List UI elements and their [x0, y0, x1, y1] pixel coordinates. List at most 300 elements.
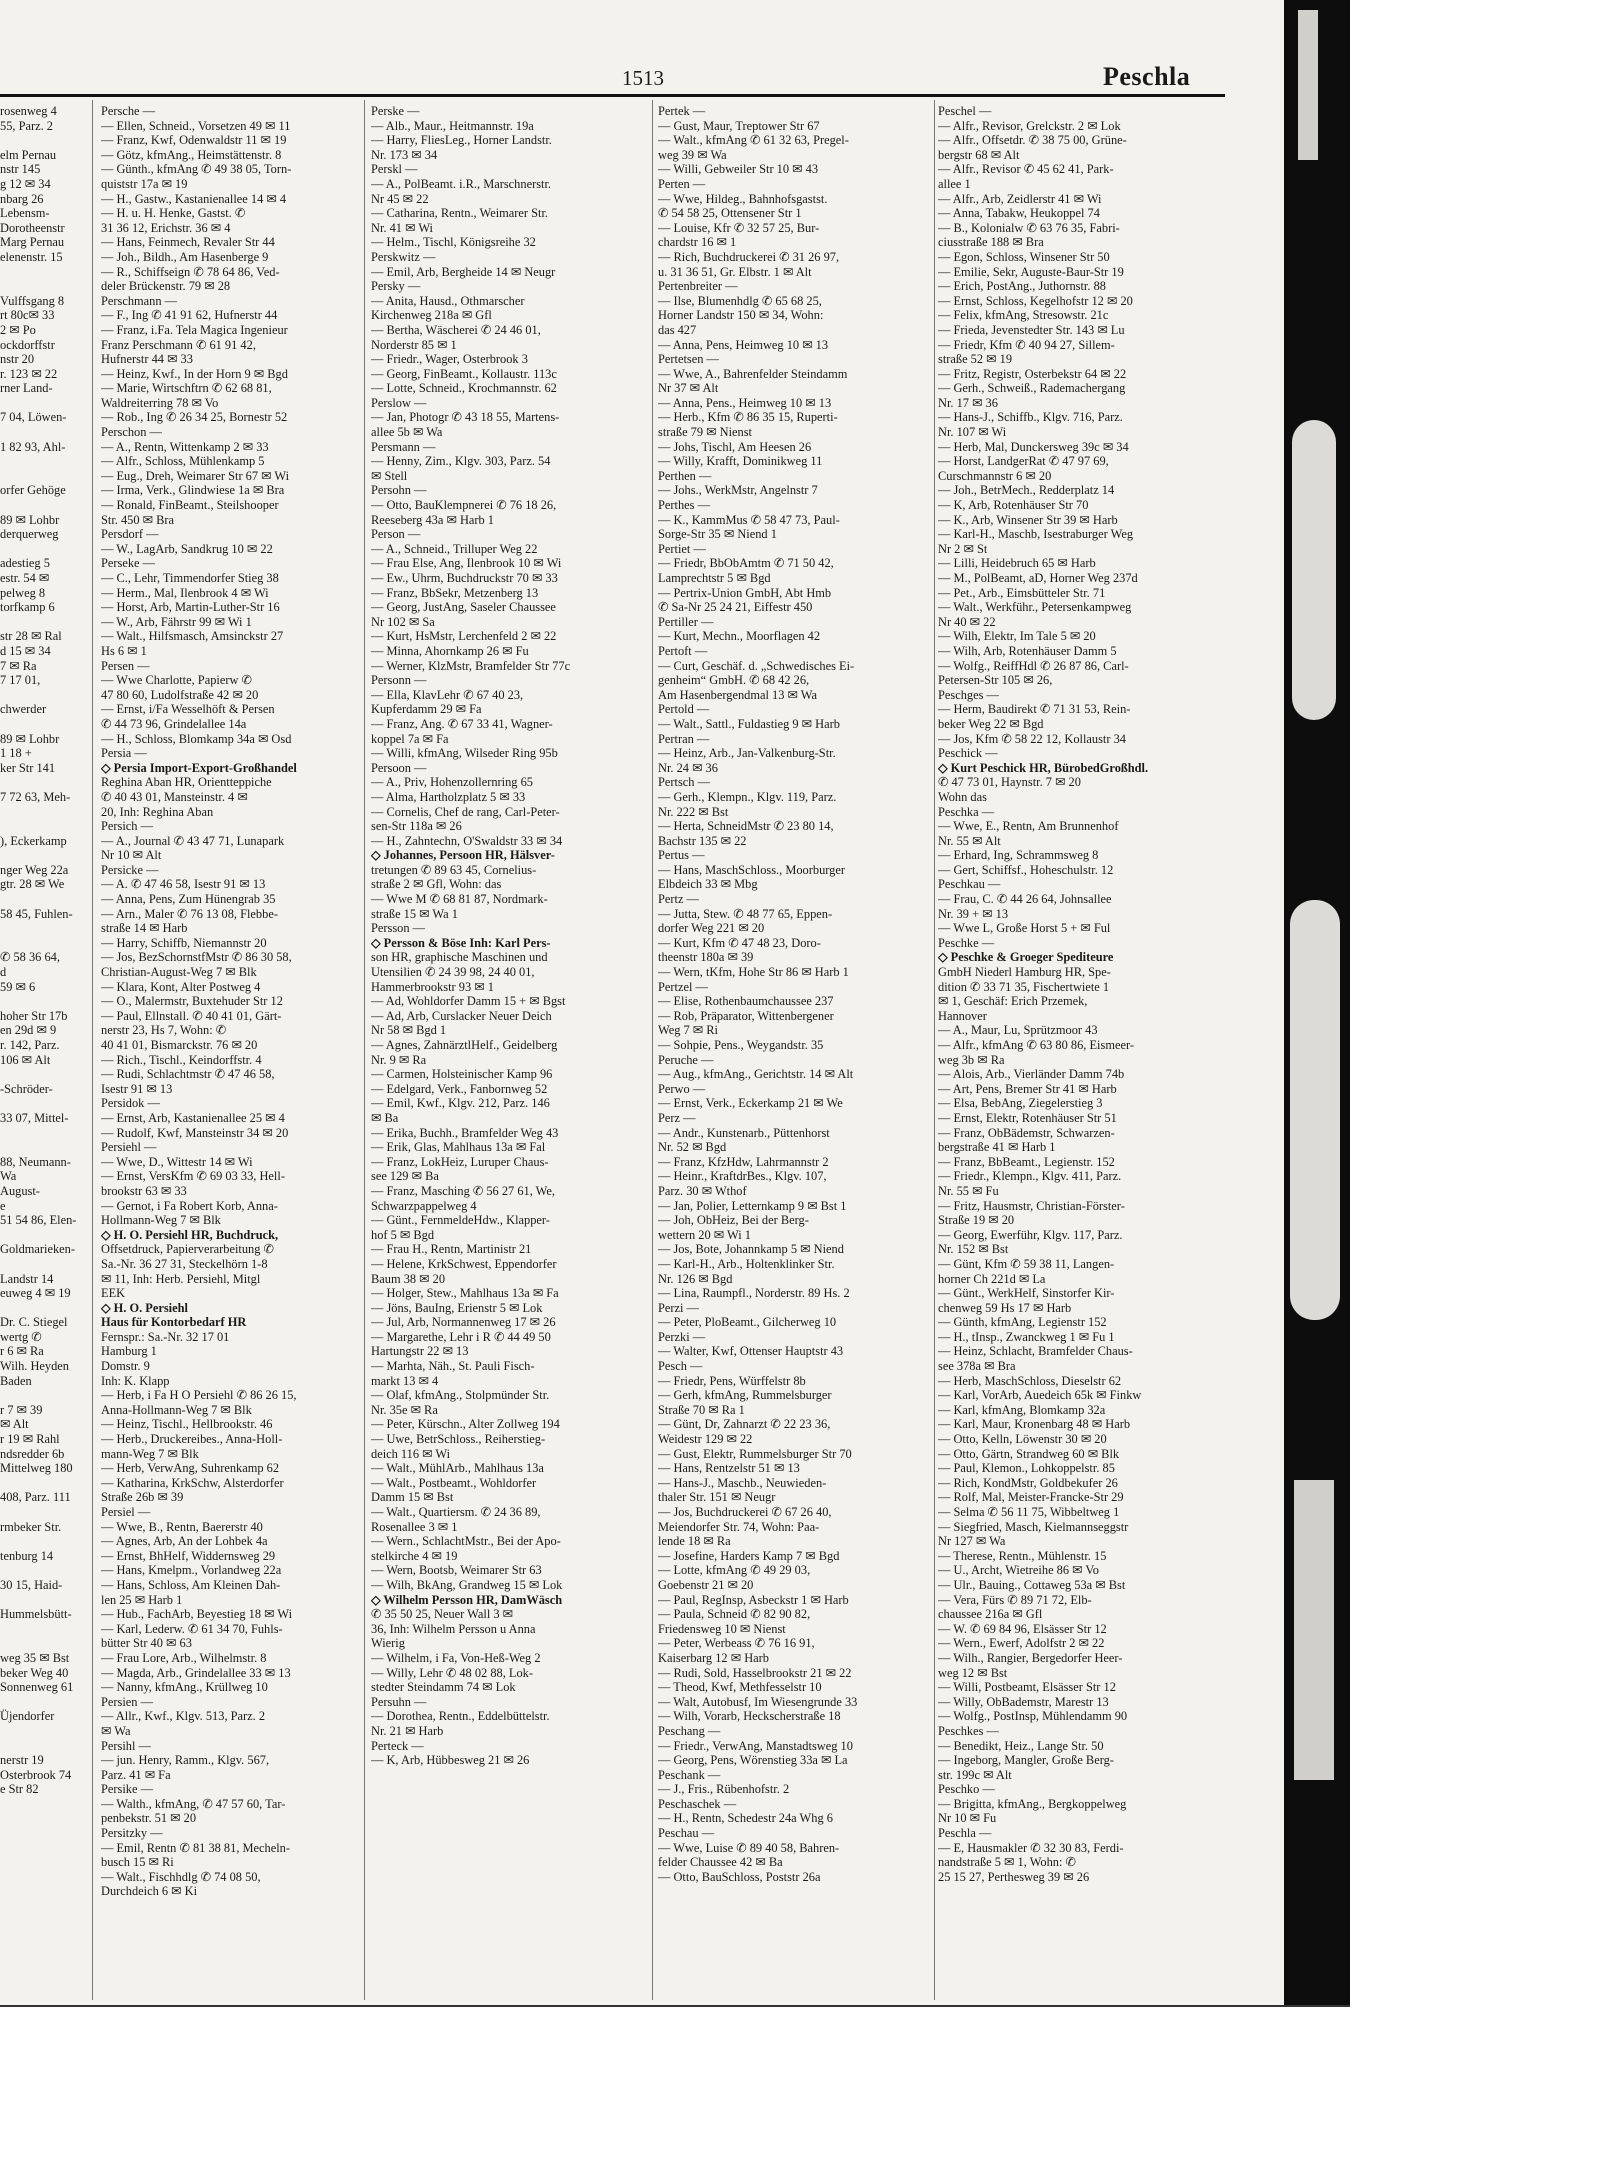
edge-line: 89 ✉ Lohbr	[0, 731, 60, 746]
directory-entry: — Alois, Arb., Vierländer Damm 74b	[938, 1067, 1125, 1082]
directory-entry: — Karl-H., Maschb, Isestraburger Weg	[938, 527, 1134, 542]
edge-line: orfer Gehöge	[0, 483, 66, 498]
directory-entry: — Frau Else, Ang, Ilenbrook 10 ✉ Wi	[371, 556, 562, 571]
surname-heading: Perzi —	[658, 1300, 699, 1315]
directory-entry: Nr 102 ✉ Sa	[371, 614, 435, 629]
directory-entry: — Herta, SchneidMstr ✆ 23 80 14,	[658, 819, 834, 834]
directory-entry: — Heinr., KraftdrBes., Klgv. 107,	[658, 1169, 827, 1184]
directory-entry: — Edelgard, Verk., Fanbornweg 52	[371, 1081, 548, 1096]
directory-entry: — Karl-H., Arb., Holtenklinker Str.	[658, 1256, 835, 1271]
directory-entry: Horner Landstr 150 ✉ 34, Wohn:	[658, 308, 824, 323]
edge-mark	[1298, 10, 1318, 160]
directory-entry: — Wolfg., ReiffHdl ✆ 26 87 86, Carl-	[938, 658, 1129, 673]
directory-entry: — Günt, Dr, Zahnarzt ✆ 22 23 36,	[658, 1417, 831, 1432]
directory-entry: — Lina, Raumpfl., Norderstr. 89 Hs. 2	[658, 1286, 850, 1301]
directory-entry: — Aug., kfmAng., Gerichtstr. 14 ✉ Alt	[658, 1067, 854, 1082]
edge-line: Wilh. Heyden	[0, 1359, 70, 1374]
directory-entry: ✉ Wa	[101, 1723, 131, 1738]
surname-heading: Persoon —	[371, 760, 427, 775]
directory-entry: — Franz, Kwf, Odenwaldstr 11 ✉ 19	[101, 133, 287, 148]
edge-line: -Schröder-	[0, 1081, 53, 1096]
surname-heading: Perslow —	[371, 395, 427, 410]
directory-entry: — Kurt, Kfm ✆ 47 48 23, Doro-	[658, 935, 821, 950]
directory-entry: Nr. 35e ✉ Ra	[371, 1402, 438, 1417]
surname-heading: Persia —	[101, 746, 147, 761]
edge-line	[0, 615, 82, 630]
directory-entry: — E, Hausmakler ✆ 32 30 83, Ferdi-	[938, 1840, 1124, 1855]
directory-entry: — Alfr., Arb, Zeidlerstr 41 ✉ Wi	[938, 191, 1102, 206]
directory-entry: — Franz, ObBädemstr, Schwarzen-	[938, 1125, 1115, 1140]
directory-entry: — A., Schneid., Trilluper Weg 22	[371, 541, 538, 556]
directory-entry: — Elise, Rothenbaumchaussee 237	[658, 994, 834, 1009]
directory-entry: — Lotte, kfmAng ✆ 49 29 03,	[658, 1563, 811, 1578]
directory-entry: — Herb, Mal, Dunckersweg 39c ✉ 34	[938, 439, 1129, 454]
directory-entry: — Agnes, Arb, An der Lohbek 4a	[101, 1534, 268, 1549]
directory-entry: — Wwe Charlotte, Papierw ✆	[101, 673, 252, 688]
directory-entry: straße 52 ✉ 19	[938, 352, 1013, 367]
directory-entry: horner Ch 221d ✉ La	[938, 1271, 1046, 1286]
edge-line	[0, 1476, 82, 1491]
directory-entry: — Erich, PostAng., Juthornstr. 88	[938, 279, 1106, 294]
directory-entry: — Walt., Sattl., Fuldastieg 9 ✉ Harb	[658, 716, 840, 731]
directory-entry: theenstr 180a ✉ 39	[658, 950, 754, 965]
directory-entry: Friedensweg 10 ✉ Nienst	[658, 1621, 786, 1636]
edge-line: Sonnenweg 61	[0, 1680, 74, 1695]
edge-line: gtr. 28 ✉ We	[0, 877, 65, 892]
directory-entry: — Marie, Wirtschftrn ✆ 62 68 81,	[101, 381, 272, 396]
directory-entry: — Herm., Mal, Ilenbrook 4 ✉ Wi	[101, 585, 269, 600]
edge-line: 89 ✉ Lohbr	[0, 512, 60, 527]
directory-entry: ✆ 47 73 01, Haynstr. 7 ✉ 20	[938, 775, 1081, 790]
surname-heading: Peschko —	[938, 1782, 995, 1797]
surname-heading: Persky —	[371, 279, 421, 294]
directory-entry: — Cornelis, Chef de rang, Carl-Peter-	[371, 804, 560, 819]
directory-entry: — Jöns, BauIng, Erienstr 5 ✉ Lok	[371, 1300, 543, 1315]
directory-entry: — Erika, Buchh., Bramfelder Weg 43	[371, 1125, 559, 1140]
directory-entry: ◇ H. O. Persiehl HR, Buchdruck,	[101, 1227, 279, 1242]
directory-entry: — Josefine, Harders Kamp 7 ✉ Bgd	[658, 1548, 840, 1563]
directory-entry: — Wern., SchlachtMstr., Bei der Apo-	[371, 1534, 561, 1549]
edge-line: r 19 ✉ Rahl	[0, 1432, 60, 1447]
directory-entry: Nr. 107 ✉ Wi	[938, 425, 1007, 440]
directory-entry: Nr. 55 ✉ Alt	[938, 833, 1001, 848]
directory-entry: — Gust, Maur, Treptower Str 67	[658, 118, 820, 133]
directory-entry: — Rob, Präparator, Wittenbergener	[658, 1008, 834, 1023]
directory-entry: ◇ Wilhelm Persson HR, DamWäsch	[371, 1592, 563, 1607]
directory-entry: — Götz, kfmAng., Heimstättenstr. 8	[101, 147, 282, 162]
directory-entry: Utensilien ✆ 24 39 98, 24 40 01,	[371, 965, 535, 980]
directory-entry: — Erik, Glas, Mahlhaus 13a ✉ Fal	[371, 1140, 546, 1155]
edge-line: Üjendorfer	[0, 1709, 55, 1724]
directory-entry: — Horst, LandgerRat ✆ 47 97 69,	[938, 454, 1109, 469]
directory-entry: — Joh., BetrMech., Redderplatz 14	[938, 483, 1115, 498]
edge-line: derquerweg	[0, 527, 59, 542]
edge-line: r. 123 ✉ 22	[0, 366, 58, 381]
directory-entry: — Otto, BauSchloss, Poststr 26a	[658, 1869, 821, 1884]
directory-entry: — Wilhelm, i Fa, Von-Heß-Weg 2	[371, 1650, 541, 1665]
directory-entry: — Alfr., Offsetdr. ✆ 38 75 00, Grüne-	[938, 133, 1127, 148]
directory-entry: — Paula, Schneid ✆ 82 90 82,	[658, 1607, 811, 1622]
surname-heading: Persohn —	[371, 483, 427, 498]
edge-line: Lebensm-	[0, 206, 50, 221]
directory-entry: — Joh., Bildh., Am Hasenberge 9	[101, 249, 269, 264]
directory-entry: — A., Rentn, Wittenkamp 2 ✉ 33	[101, 439, 269, 454]
surname-heading: Pesch —	[658, 1359, 703, 1374]
directory-entry: ✉ Stell	[371, 468, 408, 483]
directory-entry: — Wilh, Arb, Rotenhäuser Damm 5	[938, 643, 1117, 658]
directory-entry: — Walt., Werkführ., Petersenkampweg	[938, 600, 1132, 615]
directory-entry: — Rudi, Schlachtmstr ✆ 47 46 58,	[101, 1067, 275, 1082]
directory-entry: — Theod, Kwf, Methfesselstr 10	[658, 1680, 822, 1695]
directory-entry: — Walter, Kwf, Ottenser Hauptstr 43	[658, 1344, 844, 1359]
surname-heading: Perschon —	[101, 425, 162, 440]
directory-entry: — Hans, Feinmech, Revaler Str 44	[101, 235, 275, 250]
edge-line: hoher Str 17b	[0, 1008, 68, 1023]
edge-line	[0, 133, 82, 148]
edge-line	[0, 1636, 82, 1651]
directory-entry: — Heinz, Schlacht, Bramfelder Chaus-	[938, 1344, 1133, 1359]
directory-entry: son HR, graphische Maschinen und	[371, 950, 548, 965]
directory-entry: Christian-August-Weg 7 ✉ Blk	[101, 965, 257, 980]
directory-entry: — Ernst, Verk., Eckerkamp 21 ✉ We	[658, 1096, 843, 1111]
directory-entry: — K, Arb, Rotenhäuser Str 70	[938, 498, 1089, 513]
edge-line: en 29d ✉ 9	[0, 1023, 57, 1038]
directory-entry: — A., PolBeamt. i.R., Marschnerstr.	[371, 176, 551, 191]
directory-entry: — Günt., WerkHelf, Sinstorfer Kir-	[938, 1286, 1115, 1301]
directory-entry: — K, Arb, Hübbesweg 21 ✉ 26	[371, 1753, 530, 1768]
directory-entry: — Franz, Ang. ✆ 67 33 41, Wagner-	[371, 716, 553, 731]
directory-entry: Fernspr.: Sa.-Nr. 32 17 01	[101, 1329, 230, 1344]
edge-line: wertg ✆	[0, 1329, 42, 1344]
surname-heading: Pertek —	[658, 104, 706, 118]
directory-entry: — Anna, Pens, Zum Hünengrab 35	[101, 892, 276, 907]
directory-entry: ◇ H. O. Persiehl	[101, 1300, 188, 1315]
directory-entry: — Pet., Arb., Eimsbütteler Str. 71	[938, 585, 1106, 600]
directory-entry: ✆ 44 73 96, Grindelallee 14a	[101, 716, 247, 731]
directory-entry: chardstr 16 ✉ 1	[658, 235, 737, 250]
directory-entry: Isestr 91 ✉ 13	[101, 1081, 173, 1096]
directory-entry: — Therese, Rentn., Mühlenstr. 15	[938, 1548, 1107, 1563]
directory-entry: Baum 38 ✉ 20	[371, 1271, 446, 1286]
edge-line: Wa	[0, 1169, 17, 1184]
directory-entry: bergstraße 41 ✉ Harb 1	[938, 1140, 1056, 1155]
surname-heading: Perwo —	[658, 1081, 706, 1096]
edge-line: Dorotheenstr	[0, 220, 65, 235]
edge-line: euweg 4 ✉ 19	[0, 1286, 71, 1301]
directory-entry: — Hans, Rentzelstr 51 ✉ 13	[658, 1461, 800, 1476]
surname-heading: Persike —	[101, 1782, 153, 1797]
directory-entry: — Jos, Buchdruckerei ✆ 67 26 40,	[658, 1505, 832, 1519]
directory-entry: allee 5b ✉ Wa	[371, 425, 443, 440]
edge-line: 55, Parz. 2	[0, 118, 53, 133]
directory-entry: — Willy, ObBademstr, Marestr 13	[938, 1694, 1109, 1709]
surname-heading: Pertiller —	[658, 614, 714, 629]
directory-entry: — Alb., Maur., Heitmannstr. 19a	[371, 118, 534, 133]
edge-line	[0, 1257, 82, 1272]
running-head: Peschla	[1103, 62, 1191, 91]
directory-entry: Sorge-Str 35 ✉ Niend 1	[658, 527, 777, 542]
edge-line	[0, 1505, 82, 1520]
edge-line: r. 142, Parz.	[0, 1038, 60, 1052]
directory-entry: — Magda, Arb., Grindelallee 33 ✉ 13	[101, 1665, 291, 1680]
edge-line	[0, 688, 82, 703]
directory-entry: brookstr 63 ✉ 33	[101, 1183, 187, 1198]
edge-line: 106 ✉ Alt	[0, 1052, 51, 1067]
directory-entry: — Friedr, Pens, Würffelstr 8b	[658, 1373, 806, 1388]
directory-entry: — Jan, Photogr ✆ 43 18 55, Martens-	[371, 410, 560, 425]
directory-entry: — Wern, tKfm, Hohe Str 86 ✉ Harb 1	[658, 965, 849, 980]
directory-entry: Wierig	[371, 1636, 405, 1651]
directory-entry: — Ad, Wohldorfer Damm 15 + ✉ Bgst	[371, 994, 566, 1009]
directory-entry: chaussee 216a ✉ Gfl	[938, 1607, 1043, 1622]
directory-column	[658, 104, 933, 1884]
directory-entry: — Peter, Kürschn., Alter Zollweg 194	[371, 1417, 560, 1432]
directory-entry: — Wern., Ewerf, Adolfstr 2 ✉ 22	[938, 1636, 1105, 1651]
directory-entry: — Otto, Gärtn, Strandweg 60 ✉ Blk	[938, 1446, 1120, 1461]
edge-line: chwerder	[0, 702, 47, 717]
edge-line: 2 ✉ Po	[0, 322, 36, 337]
directory-entry: — Holger, Stew., Mahlhaus 13a ✉ Fa	[371, 1286, 559, 1301]
directory-entry: Schwarzpappelweg 4	[371, 1198, 477, 1213]
directory-entry: — H., Zahntechn, O'Swaldstr 33 ✉ 34	[371, 833, 563, 848]
directory-entry: Inh: K. Klapp	[101, 1373, 170, 1388]
directory-entry: — H., tInsp., Zwanckweg 1 ✉ Fu 1	[938, 1329, 1115, 1344]
directory-entry: — Alfr., kfmAng ✆ 63 80 86, Eismeer-	[938, 1038, 1134, 1052]
edge-line: str 28 ✉ Ral	[0, 629, 62, 644]
directory-entry: — Frau, C. ✆ 44 26 64, Johnsallee	[938, 892, 1112, 907]
directory-column	[101, 104, 355, 1899]
edge-line: ), Eckerkamp	[0, 833, 67, 848]
edge-line: weg 35 ✉ Bst	[0, 1650, 70, 1665]
edge-line: nger Weg 22a	[0, 862, 69, 877]
surname-heading: Pertran —	[658, 731, 710, 746]
directory-entry: — Ilse, Blumenhdlg ✆ 65 68 25,	[658, 293, 822, 308]
directory-entry: das 427	[658, 322, 697, 337]
directory-entry: — Ernst, BhHelf, Widdernsweg 29	[101, 1548, 276, 1563]
directory-entry: — Georg, Ewerführ, Klgv. 117, Parz.	[938, 1227, 1123, 1242]
directory-entry: Elbdeich 33 ✉ Mbg	[658, 877, 758, 892]
directory-entry: — Frieda, Jevenstedter Str. 143 ✉ Lu	[938, 322, 1125, 337]
edge-line: e Str 82	[0, 1782, 39, 1797]
surname-heading: Pertetsen —	[658, 352, 719, 367]
surname-heading: Persihl —	[101, 1738, 151, 1753]
directory-entry: — Nanny, kfmAng., Krüllweg 10	[101, 1680, 268, 1695]
directory-entry: ✆ 40 43 01, Mansteinstr. 4 ✉	[101, 789, 248, 804]
directory-entry: see 129 ✉ Ba	[371, 1169, 439, 1184]
edge-line: Baden	[0, 1373, 32, 1388]
directory-entry: — Gerh., Klempn., Klgv. 119, Parz.	[658, 789, 837, 804]
surname-heading: Perthes —	[658, 498, 710, 513]
directory-entry: — Wilh., Rangier, Bergedorfer Heer-	[938, 1650, 1123, 1665]
column-divider	[364, 100, 365, 2000]
directory-entry: — M., PolBeamt, aD, Horner Weg 237d	[938, 571, 1138, 585]
directory-entry: deler Brückenstr. 79 ✉ 28	[101, 279, 231, 294]
directory-entry: markt 13 ✉ 4	[371, 1373, 439, 1388]
directory-entry: — Anita, Hausd., Othmarscher	[371, 293, 525, 308]
surname-heading: Pertiet —	[658, 541, 706, 556]
directory-entry: — Walt., Quartiersm. ✆ 24 36 89,	[371, 1505, 541, 1519]
directory-entry: — Anna, Tabakw, Heukoppel 74	[938, 206, 1100, 221]
edge-line: 59 ✉ 6	[0, 979, 36, 994]
directory-entry: — Ingeborg, Mangler, Große Berg-	[938, 1753, 1114, 1768]
directory-entry: Waldreiterring 78 ✉ Vo	[101, 395, 219, 410]
directory-entry: — Franz, Masching ✆ 56 27 61, We,	[371, 1183, 555, 1198]
directory-entry: — Herb, i Fa H O Persiehl ✆ 86 26 15,	[101, 1388, 297, 1403]
directory-entry: Franz Perschmann ✆ 61 91 42,	[101, 337, 256, 352]
edge-line: August-	[0, 1183, 40, 1198]
directory-entry: — Karl, kfmAng, Blomkamp 32a	[938, 1402, 1106, 1417]
directory-entry: weg 39 ✉ Wa	[658, 147, 727, 162]
directory-entry: deich 116 ✉ Wi	[371, 1446, 451, 1461]
edge-line	[0, 279, 82, 294]
directory-entry: — Walt, Autobusf, Im Wiesengrunde 33	[658, 1694, 858, 1709]
surname-heading: Pertenbreiter —	[658, 279, 738, 294]
directory-entry: Weg 7 ✉ Ri	[658, 1023, 718, 1038]
directory-entry: — Franz, LokHeiz, Luruper Chaus-	[371, 1154, 549, 1169]
edge-line	[0, 425, 82, 440]
surname-heading: Peschkes —	[938, 1723, 999, 1738]
directory-entry: len 25 ✉ Harb 1	[101, 1592, 183, 1607]
directory-entry: ◇ Johannes, Persoon HR, Hälsver-	[371, 848, 555, 863]
edge-line	[0, 469, 82, 484]
edge-line: 7 04, Löwen-	[0, 410, 67, 425]
directory-entry: — Gerh, kfmAng, Rummelsburger	[658, 1388, 832, 1403]
surname-heading: Persson —	[371, 921, 426, 936]
directory-entry: — Art, Pens, Bremer Str 41 ✉ Harb	[938, 1081, 1117, 1096]
directory-entry: — Anna, Pens., Heimweg 10 ✉ 13	[658, 395, 832, 410]
directory-entry: — Katharina, KrkSchw, Alsterdorfer	[101, 1475, 284, 1490]
surname-heading: Perteck —	[371, 1738, 424, 1753]
directory-entry: Nr 40 ✉ 22	[938, 614, 996, 629]
surname-heading: Peschank —	[658, 1767, 721, 1782]
directory-entry: nerstr 23, Hs 7, Wohn: ✆	[101, 1023, 227, 1038]
directory-entry: Nr. 39 + ✉ 13	[938, 906, 1009, 921]
edge-line: 30 15, Haid-	[0, 1577, 63, 1592]
surname-heading: Peschka —	[938, 804, 995, 819]
directory-entry: — Fritz, Registr, Osterbekstr 64 ✉ 22	[938, 366, 1127, 381]
directory-entry: Am Hasenbergendmal 13 ✉ Wa	[658, 687, 817, 702]
surname-heading: Persiel —	[101, 1505, 151, 1519]
directory-entry: u. 31 36 51, Gr. Elbstr. 1 ✉ Alt	[658, 264, 812, 279]
directory-entry: — Gernot, i Fa Robert Korb, Anna-	[101, 1198, 278, 1213]
edge-line: 7 72 63, Meh-	[0, 789, 71, 804]
directory-entry: allee 1	[938, 176, 971, 191]
edge-line: 51 54 86, Elen-	[0, 1213, 77, 1228]
directory-entry: — Willy, Krafft, Dominikweg 11	[658, 454, 823, 469]
directory-entry: — F., Ing ✆ 41 91 62, Hufnerstr 44	[101, 308, 278, 323]
surname-heading: Persmann —	[371, 439, 436, 454]
directory-entry: — Paul, Klemon., Lohkoppelstr. 85	[938, 1461, 1115, 1476]
directory-entry: — Joh, ObHeiz, Bei der Berg-	[658, 1213, 809, 1228]
directory-entry: — Vera, Fürs ✆ 89 71 72, Elb-	[938, 1592, 1092, 1607]
column-divider	[92, 100, 93, 2000]
directory-entry: — Emil, Rentn ✆ 81 38 81, Mecheln-	[101, 1840, 290, 1855]
directory-entry: — Rolf, Mal, Meister-Francke-Str 29	[938, 1490, 1124, 1505]
directory-entry: — Alma, Hartholzplatz 5 ✉ 33	[371, 789, 526, 804]
directory-entry: — Harry, Schiffb, Niemannstr 20	[101, 935, 267, 950]
directory-entry: — Friedr, BbObAmtm ✆ 71 50 42,	[658, 556, 834, 571]
directory-entry: — Lotte, Schneid., Krochmannstr. 62	[371, 381, 557, 396]
directory-entry: — Ernst, Arb, Kastanienallee 25 ✉ 4	[101, 1110, 285, 1125]
directory-entry: — Sohpie, Pens., Weygandstr. 35	[658, 1038, 824, 1052]
directory-entry: — Herb, VerwAng, Suhrenkamp 62	[101, 1461, 280, 1476]
directory-entry: — Wolfg., PostInsp, Mühlendamm 90	[938, 1709, 1128, 1724]
directory-entry: bütter Str 40 ✉ 63	[101, 1636, 192, 1651]
directory-entry: — Hans, Schloss, Am Kleinen Dah-	[101, 1577, 281, 1592]
directory-entry: — Frau H., Rentn, Martinistr 21	[371, 1242, 532, 1257]
directory-entry: — A., Maur, Lu, Sprützmoor 43	[938, 1023, 1098, 1038]
directory-entry: Nr 45 ✉ 22	[371, 191, 429, 206]
edge-line: nbarg 26	[0, 191, 44, 206]
directory-entry: — Ella, KlavLehr ✆ 67 40 23,	[371, 687, 524, 702]
directory-entry: — Paul, Ellnstall. ✆ 40 41 01, Gärt-	[101, 1008, 282, 1023]
directory-entry: — Carmen, Holsteinischer Kamp 96	[371, 1067, 553, 1082]
directory-entry: — Emilie, Sekr, Auguste-Baur-Str 19	[938, 264, 1124, 279]
surname-heading: Persen —	[101, 658, 150, 673]
edge-line	[0, 1126, 82, 1141]
directory-entry: — Willi, Postbeamt, Elsässer Str 12	[938, 1680, 1116, 1695]
surname-heading: Pertold —	[658, 702, 710, 717]
surname-heading: Perz —	[658, 1110, 696, 1125]
directory-entry: — Georg, Pens, Wörenstieg 33a ✉ La	[658, 1753, 848, 1768]
directory-entry: Lamprechtstr 5 ✉ Bgd	[658, 571, 771, 585]
directory-entry: — Hans-J., Maschb., Neuwieden-	[658, 1475, 827, 1490]
directory-entry: — Herm, Baudirekt ✆ 71 31 53, Rein-	[938, 702, 1131, 717]
directory-entry: — W. ✆ 69 84 96, Elsässer Str 12	[938, 1621, 1107, 1636]
directory-entry: Goebenstr 21 ✉ 20	[658, 1577, 754, 1592]
directory-entry: ✉ 11, Inh: Herb. Persiehl, Mitgl	[101, 1271, 261, 1286]
directory-entry: Straße 70 ✉ Ra 1	[658, 1402, 745, 1417]
surname-heading: Peruche —	[658, 1052, 714, 1067]
directory-entry: — Peter, Werbeass ✆ 76 16 91,	[658, 1636, 815, 1651]
directory-entry: — Walt., Hilfsmasch, Amsinckstr 27	[101, 629, 284, 644]
directory-entry: Hs 6 ✉ 1	[101, 643, 147, 658]
directory-entry: Hammerbrookstr 93 ✉ 1	[371, 979, 494, 994]
directory-entry: — Günt, Kfm ✆ 59 38 11, Langen-	[938, 1256, 1115, 1271]
surname-heading: Peschau —	[658, 1826, 715, 1841]
directory-entry: Hamburg 1	[101, 1344, 157, 1359]
directory-entry: — Alfr., Schloss, Mühlenkamp 5	[101, 454, 265, 469]
directory-entry: — Allr., Kwf., Klgv. 513, Parz. 2	[101, 1709, 266, 1724]
directory-entry: Nr. 21 ✉ Harb	[371, 1723, 444, 1738]
directory-entry: mann-Weg 7 ✉ Blk	[101, 1446, 199, 1461]
directory-entry: — H., Gastw., Kastanienallee 14 ✉ 4	[101, 191, 287, 206]
directory-entry: — Selma ✆ 56 11 75, Wibbeltweg 1	[938, 1505, 1120, 1519]
edge-line: d	[0, 965, 7, 980]
edge-line	[0, 1563, 82, 1578]
directory-entry: — Franz, i.Fa. Tela Magica Ingenieur	[101, 322, 288, 337]
directory-entry: — Curt, Geschäf. d. „Schwedisches Ei-	[658, 658, 855, 673]
edge-line: ✉ Alt	[0, 1417, 29, 1432]
edge-line	[0, 1096, 82, 1111]
edge-mark	[1290, 900, 1340, 1320]
directory-entry: — Jutta, Stew. ✆ 48 77 65, Eppen-	[658, 906, 833, 921]
surname-heading: Perskl —	[371, 162, 418, 177]
directory-entry: — A., Priv, Hohenzollernring 65	[371, 775, 533, 790]
edge-line: ockdorffstr	[0, 337, 55, 352]
directory-entry: — Emil, Arb, Bergheide 14 ✉ Neugr	[371, 264, 556, 279]
surname-heading: Perzki —	[658, 1329, 706, 1344]
edge-line	[0, 1301, 82, 1316]
edge-line	[0, 498, 82, 513]
directory-entry: — Johs., WerkMstr, Angelnstr 7	[658, 483, 818, 498]
directory-entry: ciusstraße 188 ✉ Bra	[938, 235, 1044, 250]
edge-line: 7 ✉ Ra	[0, 658, 37, 673]
directory-entry: Domstr. 9	[101, 1359, 150, 1374]
edge-line	[0, 994, 82, 1009]
directory-entry: Parz. 30 ✉ Wthof	[658, 1183, 747, 1198]
edge-line: g 12 ✉ 34	[0, 176, 51, 191]
